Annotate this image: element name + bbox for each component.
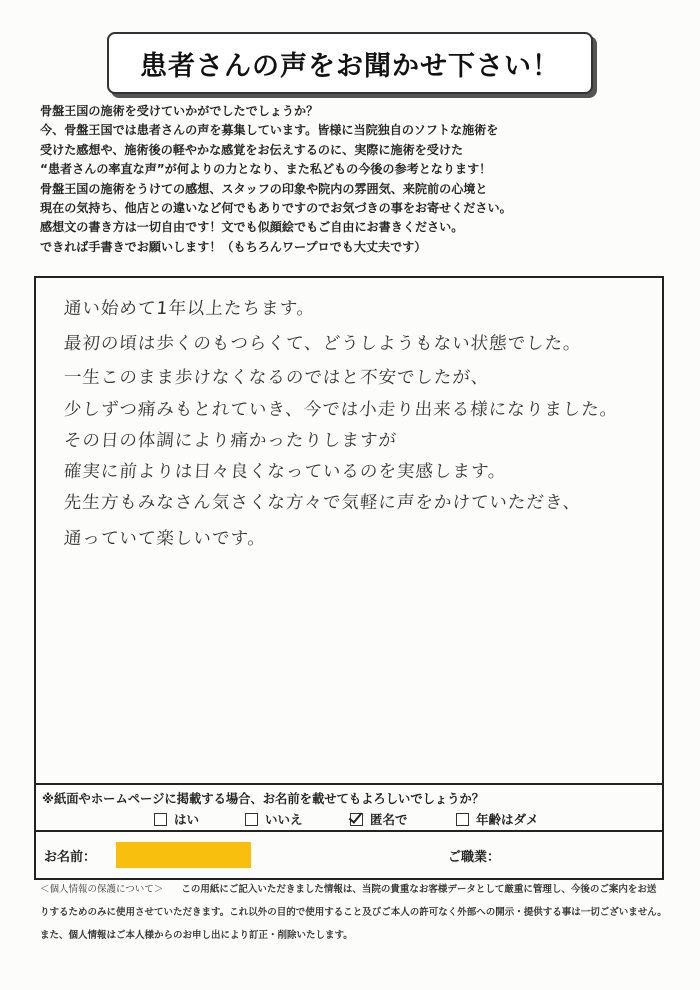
privacy-text: この用紙にご記入いただきました情報は、当院の貴重なお客様データとして厳重に管理し、今後のご案内をお送 — [181, 884, 657, 895]
consent-question: ※紙面やホームページに掲載する場合、お名前を載せてもよろしいでしょうか？ — [42, 792, 485, 806]
intro-line: 現在の気持ち、他店との違いなど何でもありですのでお気づきの事をお寄せください。 — [40, 200, 512, 215]
intro-line: できれば手書きでお願いします！（もちろんワープロでも大丈夫です） — [40, 239, 427, 254]
intro-line: 骨盤王国の施術を受けていかがでしたでしょうか？ — [40, 104, 319, 118]
privacy-line-1 — [40, 882, 670, 905]
comment-line: 確実に前よりは日々良くなっているのを実感します。 — [63, 462, 508, 482]
title-box — [107, 32, 593, 94]
consent-options — [36, 810, 662, 828]
option-no[interactable] — [245, 810, 303, 828]
page-title: 患者さんの声をお聞かせ下さい！ — [140, 50, 560, 82]
privacy-line-2: りするためのみに使用させていただきます。これ以外の目的で使用すること及びご本人の許可なく外部への開示・提供する事は一切ございません。 — [40, 907, 667, 918]
privacy-heading: ＜個人情報の保護について＞ — [40, 884, 164, 895]
intro-text — [40, 102, 670, 257]
privacy-notice — [40, 882, 670, 951]
comment-line: 先生方もみなさん気さくな方々で気軽に声をかけていただき、 — [63, 493, 582, 513]
name-redaction — [116, 842, 251, 868]
occupation-label: ご職業： — [448, 850, 501, 865]
checkbox[interactable] — [245, 813, 258, 826]
consent-section — [36, 785, 662, 832]
checkbox-checked[interactable] — [350, 813, 363, 826]
option-yes[interactable] — [154, 810, 199, 828]
option-label: いいえ — [265, 812, 303, 827]
comment-line: その日の体調により痛かったりしますが — [63, 431, 398, 451]
privacy-line-3: また、個人情報はご本人様からのお申し出により訂正・削除いたします。 — [40, 930, 353, 941]
checkbox[interactable] — [456, 813, 469, 826]
intro-line: 感想文の書き方は一切自由です！文でも似顔絵でもご自由にお書きください。 — [40, 220, 464, 235]
intro-line: “患者さんの率直な声”が何よりの力となり、また私どもの今後の参考となります！ — [40, 162, 492, 177]
intro-line: 受けた感想や、施術後の軽やかな感覚をお伝えするのに、実際に施術を受けた — [40, 142, 464, 157]
intro-line: 今、骨盤王国では患者さんの声を募集しています。皆様に当院独自のソフトな施術を — [40, 123, 499, 138]
comment-line: 通い始めて1年以上たちます。 — [63, 299, 316, 319]
name-label: お名前： — [44, 850, 97, 865]
comment-line: 最初の頃は歩くのもつらくて、どうしようもない状態でした。 — [63, 334, 583, 354]
option-label: 年齢はダメ — [476, 812, 539, 827]
comment-line: 一生このまま歩けなくなるのではと不安でしたが、 — [63, 368, 491, 388]
comment-line: 少しずつ痛みもとれていき、今では小走り出来る様になりました。 — [63, 400, 619, 420]
option-anonymous[interactable] — [350, 810, 408, 828]
comment-line: 通っていて楽しいです。 — [63, 529, 267, 549]
name-section — [36, 832, 662, 876]
option-no-age[interactable] — [456, 810, 539, 828]
checkbox[interactable] — [154, 813, 167, 826]
form-box — [34, 276, 664, 880]
comment-area — [36, 278, 662, 785]
option-label: 匿名で — [370, 812, 408, 827]
option-label: はい — [174, 812, 200, 827]
intro-line: 骨盤王国の施術をうけての感想、スタッフの印象や院内の雰囲気、来院前の心境と — [40, 181, 488, 196]
